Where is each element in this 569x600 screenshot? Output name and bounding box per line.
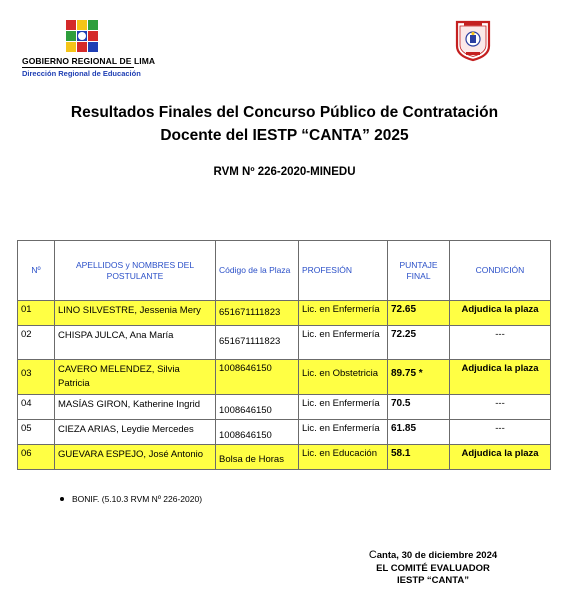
row-num: 04 [18,394,55,419]
bonification-footnote [60,494,202,504]
org-name: GOBIERNO REGIONAL DE LIMA [22,56,156,66]
gobierno-regional-emblem-icon [64,18,100,54]
bullet-icon [60,497,64,501]
header-condition: CONDICIÓN [450,241,551,301]
header-num: Nº [18,241,55,301]
row-profession: Lic. en Enfermería [299,419,388,444]
signature-committee: EL COMITÉ EVALUADOR [376,562,490,574]
row-name: MASÍAS GIRON, Katherine Ingrid [55,394,216,419]
header-score: PUNTAJE FINAL [388,241,450,301]
row-name: CHISPA JULCA, Ana María [55,326,216,360]
row-condition: Adjudica la plaza [450,360,551,395]
row-num: 02 [18,326,55,360]
table-header-row [18,241,551,301]
row-profession: Lic. en Enfermería [299,326,388,360]
row-profession: Lic. en Obstetricia [299,360,388,395]
signature-date: anta, 30 de diciembre 2024 [376,550,498,561]
row-num: 03 [18,360,55,395]
row-profession: Lic. en Enfermería [299,301,388,326]
row-num: 06 [18,444,55,469]
gobierno-regional-logo [22,18,156,88]
row-code: 651671111823 [216,301,299,326]
table-row [18,360,551,395]
row-code: 651671111823 [216,326,299,360]
header-name: APELLIDOS y NOMBRES DEL POSTULANTE [55,241,216,301]
row-score: 72.25 [388,326,450,360]
row-condition: --- [450,394,551,419]
page-title-line-1: Resultados Finales del Concurso Público de Contratación [70,104,499,121]
header-code: Código de la Plaza [216,241,299,301]
row-profession: Lic. en Educación [299,444,388,469]
row-name: CIEZA ARIAS, Leydie Mercedes [55,419,216,444]
iestp-canta-seal-icon [451,18,495,62]
signature-initial: C [368,549,377,561]
row-code: 1008646150 [216,360,299,395]
table-row [18,301,551,326]
row-score: 70.5 [388,394,450,419]
row-code: Bolsa de Horas [216,444,299,469]
resolution-subtitle: RVM Nº 226-2020-MINEDU [213,166,356,178]
row-score: 58.1 [388,444,450,469]
footnote-text: BONIF. (5.10.3 RVM Nº 226-2020) [72,494,203,504]
row-name: CAVERO MELENDEZ, Silvia Patricia [55,360,216,395]
row-condition: --- [450,419,551,444]
row-condition: Adjudica la plaza [450,301,551,326]
page-title-line-2: Docente del IESTP “CANTA” 2025 [160,127,409,144]
signature-block [338,549,528,588]
row-condition: Adjudica la plaza [450,444,551,469]
row-score: 61.85 [388,419,450,444]
logo-divider [22,67,134,68]
row-score: 89.75 * [388,360,450,395]
row-num: 05 [18,419,55,444]
row-profession: Lic. en Enfermería [299,394,388,419]
header-profession: PROFESIÓN [299,241,388,301]
table-row [18,444,551,469]
row-condition: --- [450,326,551,360]
row-num: 01 [18,301,55,326]
table-row [18,419,551,444]
row-score: 72.65 [388,301,450,326]
table-row [18,394,551,419]
row-name: GUEVARA ESPEJO, José Antonio [55,444,216,469]
row-code: 1008646150 [216,419,299,444]
row-name: LINO SILVESTRE, Jessenia Mery [55,301,216,326]
results-table [17,240,551,470]
signature-date-line [338,549,528,563]
row-code: 1008646150 [216,394,299,419]
org-subtitle: Dirección Regional de Educación [22,69,141,78]
table-row [18,326,551,360]
signature-institution: IESTP “CANTA” [397,575,469,586]
